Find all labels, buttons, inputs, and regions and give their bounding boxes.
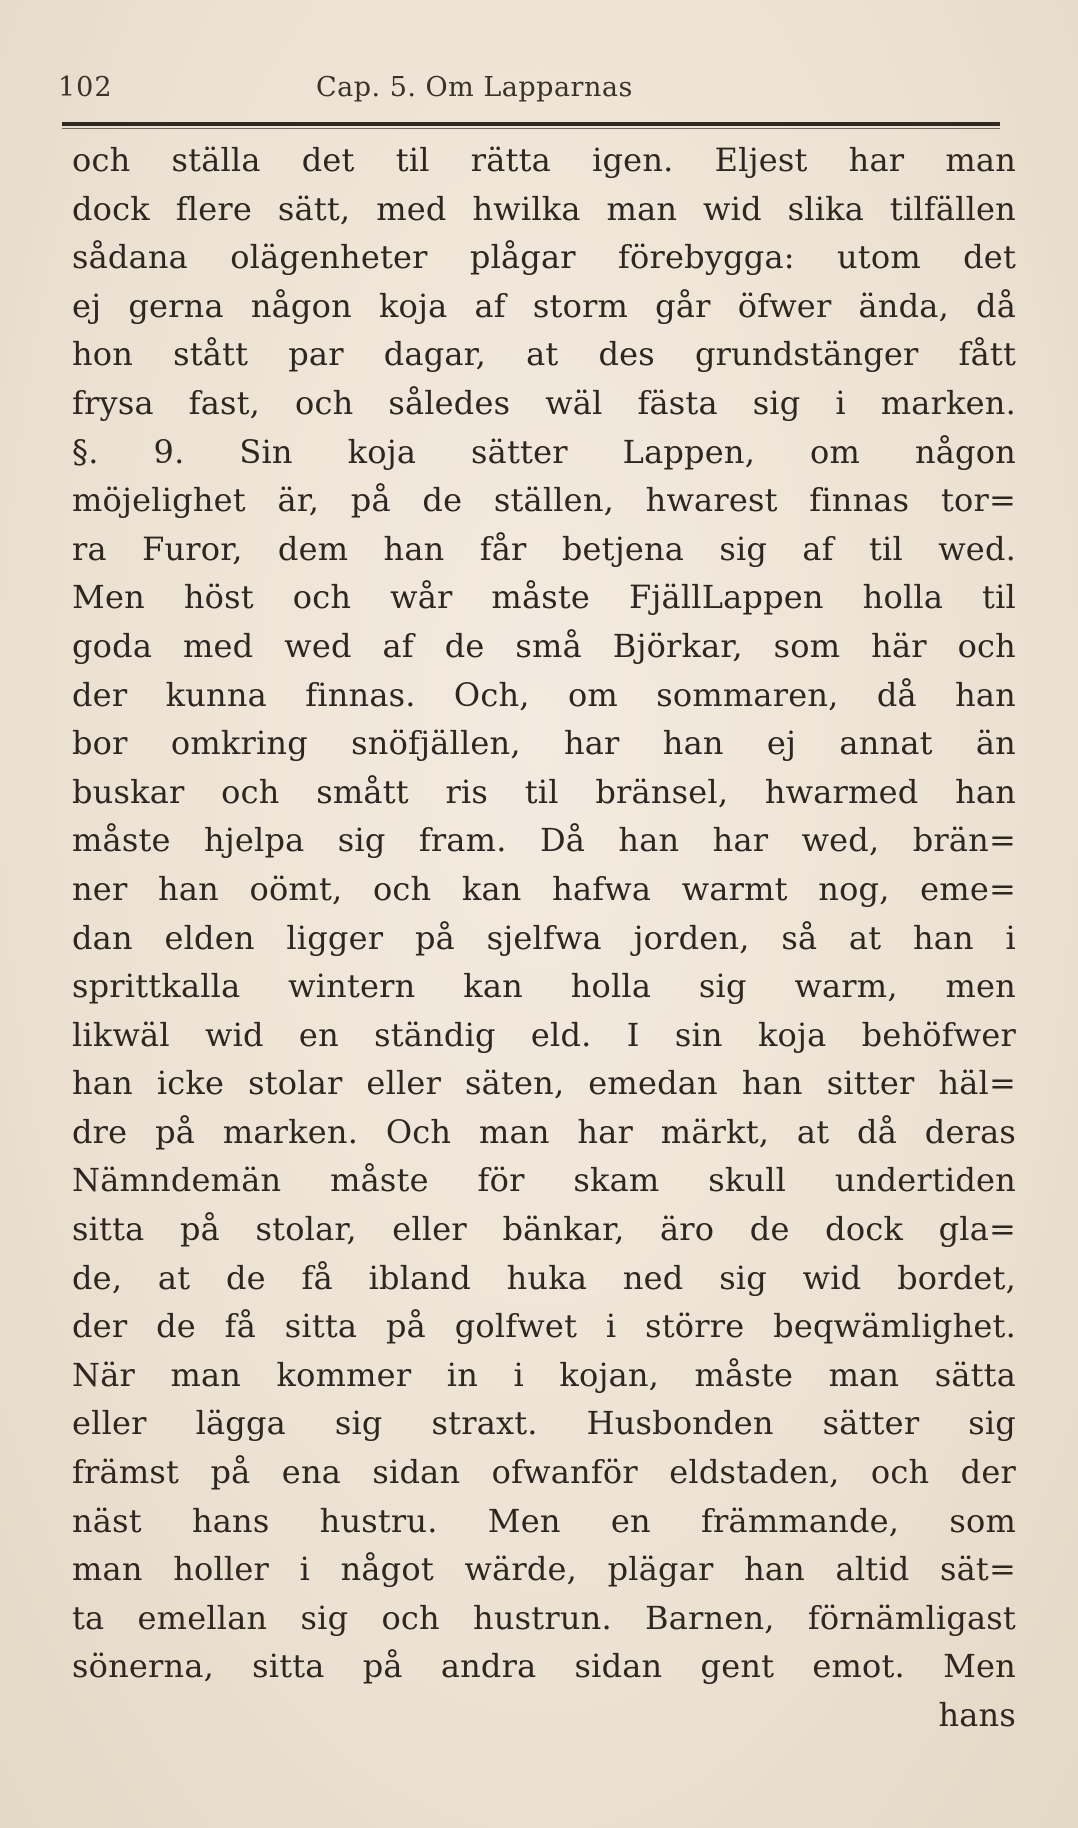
text-line: näst hans hustru. Men en främmande, som [72,1501,1016,1540]
text-line: Men höst och wår måste FjällLappen holla til [72,578,1016,617]
text-line: dan elden ligger på sjelfwa jorden, så at han i [72,918,1016,957]
text-line: §. 9. Sin koja sätter Lappen, om någon [72,432,1016,471]
text-line: man holler i något wärde, plägar han altid sät= [72,1550,1016,1589]
text-line: sitta på stolar, eller bänkar, äro de dock gla= [72,1210,1016,1249]
text-line: främst på ena sidan ofwanför eldstaden, och der [72,1453,1016,1492]
text-line: Nämndemän måste för skam skull undertiden [72,1161,1016,1200]
body-text [72,136,1016,1740]
catchword: hans [938,1696,1016,1734]
text-line: frysa fast, och således wäl fästa sig i marken. [72,383,1016,422]
running-head: Cap. 5. Om Lapparnas [316,72,633,103]
text-line: eller lägga sig straxt. Husbonden sätter sig [72,1404,1016,1443]
text-line: hon stått par dagar, at des grundstänger fått [72,335,1016,374]
text-line: dre på marken. Och man har märkt, at då deras [72,1112,1016,1151]
text-line: buskar och smått ris til bränsel, hwarmed han [72,772,1016,811]
header-rule [62,122,1000,126]
text-line: likwäl wid en ständig eld. I sin koja behöfwer [72,1015,1016,1054]
page-header [58,66,1018,106]
text-line: de, at de få ibland huka ned sig wid bordet, [72,1258,1016,1297]
text-line: och ställa det til rätta igen. Eljest har man [72,141,1016,179]
text-line: När man kommer in i kojan, måste man sätta [72,1355,1016,1394]
text-line: ej gerna någon koja af storm går öfwer ända, då [72,286,1016,325]
text-line: dock flere sätt, med hwilka man wid slika tilfällen [72,189,1016,228]
text-line: der de få sitta på golfwet i större beqwämlighet. [72,1307,1016,1346]
text-line: goda med wed af de små Björkar, som här och [72,626,1016,665]
text-line: sprittkalla wintern kan holla sig warm, men [72,967,1016,1006]
text-line: der kunna finnas. Och, om sommaren, då han [72,675,1016,714]
text-line: han icke stolar eller säten, emedan han sitter häl= [72,1064,1016,1103]
text-line: ra Furor, dem han får betjena sig af til wed. [72,529,1016,568]
text-line: sönerna, sitta på andra sidan gent emot. Men [72,1647,1016,1686]
text-line: måste hjelpa sig fram. Då han har wed, brän= [72,821,1016,860]
text-line: sådana olägenheter plågar förebygga: utom det [72,238,1016,277]
page-number: 102 [58,72,113,103]
text-line: ta emellan sig och hustrun. Barnen, förnämligast [72,1598,1016,1637]
text-line: möjelighet är, på de ställen, hwarest finnas tor= [72,481,1016,520]
text-line: bor omkring snöfjällen, har han ej annat än [72,724,1016,763]
text-line: ner han oömt, och kan hafwa warmt nog, eme= [72,869,1016,908]
